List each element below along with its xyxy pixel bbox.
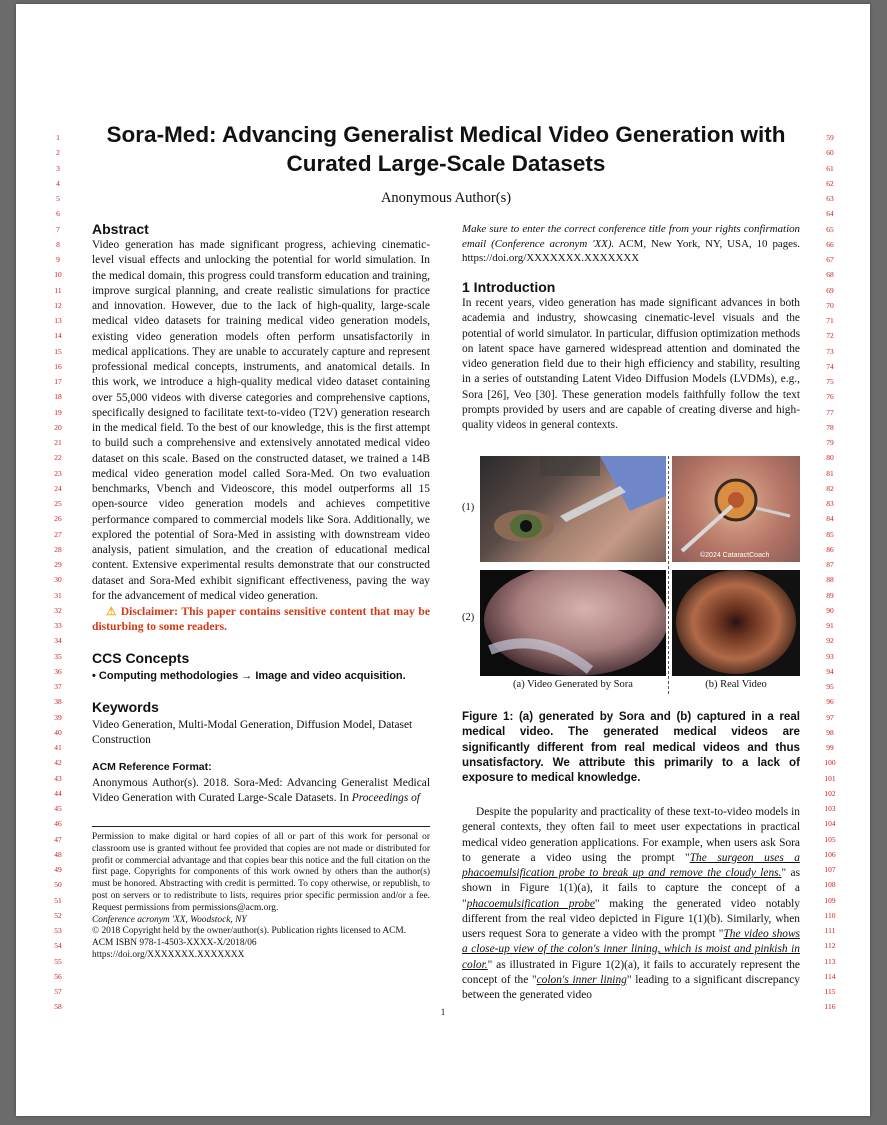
line-number: 19 bbox=[54, 407, 62, 417]
line-number: 14 bbox=[54, 331, 62, 341]
p2-c: " making the generated video notably different from the real video depicted in Figure 1(1)(b). Similarly, when users request Sora to generate a video with the prompt " bbox=[462, 897, 800, 940]
p2-b: " as shown in Figure 1(1)(a), it fails to capture the concept of a " bbox=[462, 867, 800, 910]
line-number: 54 bbox=[54, 941, 62, 951]
line-number: 84 bbox=[826, 514, 834, 524]
line-number: 49 bbox=[54, 865, 62, 874]
line-number: 36 bbox=[54, 666, 62, 676]
line-number: 43 bbox=[54, 773, 62, 783]
page-number: 1 bbox=[440, 1007, 446, 1017]
doi-line: https://doi.org/XXXXXXX.XXXXXXX bbox=[92, 949, 245, 960]
glove bbox=[600, 456, 666, 511]
line-numbers-left bbox=[44, 130, 72, 1015]
line-number: 22 bbox=[54, 453, 62, 463]
line-number: 75 bbox=[826, 377, 834, 386]
line-number: 86 bbox=[826, 544, 834, 554]
line-number: 66 bbox=[826, 239, 834, 249]
p2-a: Despite the popularity and practicality of these text-to-video models in general contexts, they often fail to meet user expectations in practical medical video generation applications. For example, when users ask Sora to generate a video using the prompt " bbox=[462, 806, 800, 864]
line-number: 4 bbox=[56, 178, 60, 188]
line-number: 20 bbox=[54, 422, 62, 432]
line-numbers-right bbox=[816, 130, 844, 1015]
sora-colon-svg bbox=[480, 570, 666, 676]
line-number: 112 bbox=[824, 941, 836, 951]
line-number: 60 bbox=[826, 148, 834, 158]
p2-e: " leading to a significant discrepancy between the generated video bbox=[462, 973, 801, 1001]
line-number: 74 bbox=[826, 361, 834, 371]
line-number: 40 bbox=[54, 727, 62, 737]
p2-quote-3: The video shows a close-up view of the colon's inner lining, which is moist and pinkish in color. bbox=[462, 928, 800, 971]
line-number: 16 bbox=[54, 361, 62, 371]
fig-divider bbox=[668, 456, 669, 694]
fig-row1-label: (1) bbox=[462, 502, 475, 513]
line-number: 73 bbox=[826, 346, 834, 356]
line-number: 6 bbox=[56, 209, 60, 219]
line-number: 26 bbox=[54, 514, 62, 524]
probe bbox=[560, 486, 626, 522]
ccs-body: • Computing methodologies → Image and video acquisition. bbox=[92, 669, 406, 682]
line-number: 63 bbox=[826, 194, 834, 203]
fig-real-eye-image bbox=[672, 456, 800, 562]
line-number: 115 bbox=[824, 987, 836, 996]
pupil bbox=[520, 520, 532, 532]
line-number: 92 bbox=[826, 636, 834, 646]
line-number: 61 bbox=[826, 163, 834, 173]
colon-lumen bbox=[676, 570, 796, 674]
paper-title bbox=[56, 120, 836, 178]
isbn-line: ACM ISBN 978-1-4503-XXXX-X/2018/06 bbox=[92, 938, 257, 949]
shadow bbox=[540, 456, 600, 476]
line-number: 8 bbox=[56, 239, 60, 249]
line-number: 87 bbox=[826, 560, 834, 569]
title-line-1: Sora-Med: Advancing Generalist Medical Video Generation with bbox=[106, 122, 786, 147]
line-number: 113 bbox=[824, 956, 836, 966]
line-number: 37 bbox=[54, 682, 62, 691]
line-number: 31 bbox=[54, 590, 62, 600]
intro-paragraph-2 bbox=[462, 805, 800, 1003]
line-number: 29 bbox=[54, 560, 62, 569]
line-number: 33 bbox=[54, 621, 62, 630]
warning-icon: ⚠ bbox=[106, 605, 118, 618]
conference-line: Conference acronym 'XX, Woodstock, NY bbox=[92, 914, 247, 925]
intro-heading: 1 Introduction bbox=[462, 279, 556, 295]
p2-quote-4: colon's inner lining bbox=[536, 973, 627, 986]
line-number: 97 bbox=[826, 712, 834, 722]
keywords-heading: Keywords bbox=[92, 698, 159, 715]
fig-real-colon-image bbox=[672, 570, 800, 676]
abstract-heading: Abstract bbox=[92, 221, 149, 237]
line-number: 70 bbox=[826, 300, 834, 310]
line-number: 81 bbox=[826, 468, 834, 478]
line-number: 96 bbox=[826, 697, 834, 707]
line-number: 42 bbox=[54, 758, 62, 768]
p2-quote-2: phacoemulsification probe bbox=[466, 897, 595, 910]
permission-block bbox=[92, 826, 430, 962]
line-number: 65 bbox=[826, 224, 834, 234]
disclaimer bbox=[92, 604, 430, 635]
line-number: 55 bbox=[54, 956, 62, 966]
line-number: 91 bbox=[826, 621, 834, 630]
line-number: 99 bbox=[826, 743, 834, 752]
line-number: 50 bbox=[54, 880, 62, 890]
line-number: 13 bbox=[54, 316, 62, 325]
line-number: 30 bbox=[54, 575, 62, 585]
acm-ref-cont-rest: ACM, New York, NY, USA, 10 pages. https://doi.org/XXXXXXX.XXXXXXX bbox=[462, 237, 800, 265]
line-number: 52 bbox=[54, 910, 62, 920]
line-number: 58 bbox=[54, 1002, 62, 1012]
line-number: 103 bbox=[824, 804, 836, 813]
line-number: 7 bbox=[56, 224, 60, 234]
line-number: 34 bbox=[54, 636, 62, 646]
line-number: 101 bbox=[824, 773, 836, 783]
line-number: 83 bbox=[826, 499, 834, 508]
line-number: 39 bbox=[54, 712, 62, 722]
disclaimer-text: Disclaimer: This paper contains sensitive content that may be disturbing to some readers. bbox=[92, 605, 430, 634]
line-number: 105 bbox=[824, 834, 836, 844]
figure-caption: Figure 1: (a) generated by Sora and (b) captured in a real medical video. The generated medical videos are significantly different from real medical videos and thus unsatisfactory. We attribute this primarily to a lack of exposure to medical knowledge. bbox=[462, 710, 800, 784]
line-number: 21 bbox=[54, 438, 62, 447]
line-number: 51 bbox=[54, 895, 62, 905]
line-number: 104 bbox=[824, 819, 836, 829]
line-number: 44 bbox=[54, 788, 62, 798]
intro-paragraph-1: In recent years, video generation has made significant advances in both academia and industry, showcasing cinematic-level visuals and the potential of world simulator. In particular, diffusion optimization methods on latent space have garnered widespread attention and dominated the video generation field due to their high efficiency and stability, resulting in a series of outstanding Latent Video Diffusion Models (LVDMs), e.g., Sora [26], Veo [30]. These generation models faithfully follow the text prompts provided by users and are capable of creating diverse and high-quality videos in general contexts. bbox=[462, 297, 800, 431]
line-number: 116 bbox=[824, 1002, 836, 1012]
line-number: 47 bbox=[54, 834, 62, 844]
line-number: 2 bbox=[56, 148, 60, 158]
author-line: Anonymous Author(s) bbox=[380, 190, 512, 206]
real-colon-svg bbox=[672, 570, 800, 676]
line-number: 67 bbox=[826, 255, 834, 264]
instrument-2 bbox=[756, 508, 790, 516]
line-number: 24 bbox=[54, 483, 62, 493]
line-number: 90 bbox=[826, 605, 834, 615]
sora-eye-svg bbox=[480, 456, 666, 562]
line-number: 76 bbox=[826, 392, 834, 402]
line-number: 23 bbox=[54, 468, 62, 478]
intro-section bbox=[462, 278, 800, 433]
p2-d: " as illustrated in Figure 1(2)(a), it fails to accurately represent the concept of the " bbox=[462, 958, 800, 986]
line-number: 110 bbox=[824, 910, 836, 920]
instrument-1 bbox=[682, 506, 732, 551]
line-number: 27 bbox=[54, 529, 62, 539]
fig-col-b-label: (b) Real Video bbox=[705, 679, 767, 690]
line-number: 3 bbox=[56, 163, 60, 173]
line-number: 45 bbox=[54, 804, 62, 813]
line-number: 102 bbox=[824, 788, 836, 798]
line-number: 5 bbox=[56, 194, 60, 203]
line-number: 28 bbox=[54, 544, 62, 554]
line-number: 9 bbox=[56, 255, 60, 264]
line-number: 57 bbox=[54, 987, 62, 996]
line-number: 35 bbox=[54, 651, 62, 661]
fig-row2-label: (2) bbox=[462, 612, 475, 623]
fig-sora-eye-image bbox=[480, 456, 666, 562]
acm-ref-italic: Proceedings of bbox=[351, 791, 420, 804]
line-number: 62 bbox=[826, 178, 834, 188]
line-number: 82 bbox=[826, 483, 834, 493]
acm-ref-body bbox=[92, 776, 430, 807]
line-number: 98 bbox=[826, 727, 834, 737]
line-number: 77 bbox=[826, 407, 834, 417]
line-number: 53 bbox=[54, 926, 62, 935]
line-number: 1 bbox=[56, 133, 60, 142]
line-number: 56 bbox=[54, 971, 62, 981]
line-number: 48 bbox=[54, 849, 62, 859]
right-column-top bbox=[462, 222, 800, 266]
acm-ref-text: Anonymous Author(s). 2018. Sora-Med: Advancing Generalist Medical Video Generation with Curated Large-Scale Datasets. In bbox=[92, 776, 430, 804]
line-number: 71 bbox=[826, 316, 834, 325]
line-number: 12 bbox=[54, 300, 62, 310]
fig-col-a-label: (a) Video Generated by Sora bbox=[513, 679, 633, 690]
line-number: 106 bbox=[824, 849, 836, 859]
intro-p2-text bbox=[462, 805, 800, 1003]
line-number: 64 bbox=[826, 209, 834, 219]
paper-page bbox=[16, 4, 870, 1116]
line-number: 59 bbox=[826, 133, 834, 142]
line-number: 10 bbox=[54, 270, 62, 280]
line-number: 68 bbox=[826, 270, 834, 280]
fig-sora-colon-image bbox=[480, 570, 666, 676]
line-number: 15 bbox=[54, 346, 62, 356]
line-number: 11 bbox=[54, 285, 62, 295]
line-number: 25 bbox=[54, 499, 62, 508]
line-number: 78 bbox=[826, 422, 834, 432]
line-number: 85 bbox=[826, 529, 834, 539]
line-number: 95 bbox=[826, 682, 834, 691]
permission-text: Permission to make digital or hard copies of all or part of this work for personal or classroom use is granted without fee provided that copies are not made or distributed for profit or commercial advantage and that copies bear this notice and the full citation on the first page. Copyrights for components of this work owned by others than the author(s) must be honored. Abstracting with credit is permitted. To copy otherwise, or republish, to post on servers or to redistribute to lists, requires prior specific permission and/or a fee. Request permissions from permissions@acm.org. bbox=[92, 832, 430, 913]
ccs-heading: CCS Concepts bbox=[92, 649, 190, 666]
line-number: 79 bbox=[826, 438, 834, 447]
line-number: 93 bbox=[826, 651, 834, 661]
figure-1 bbox=[462, 456, 800, 694]
line-number: 94 bbox=[826, 666, 834, 676]
line-number: 72 bbox=[826, 331, 834, 341]
fig-watermark: ©2024 CataractCoach bbox=[700, 552, 770, 559]
line-number: 108 bbox=[824, 880, 836, 890]
line-number: 107 bbox=[824, 865, 836, 874]
line-number: 46 bbox=[54, 819, 62, 829]
abstract-body: Video generation has made significant progress, achieving cinematic-level visual effects and unlocking the potential for world simulation. In the medical domain, this progress could transform education and training, improve surgical planning, and create realistic simulations for practice and innovation. However, due to the lack of high-quality, large-scale medical video datasets for training medical video generation models, existing video generation models often perform unsatisfactorily in medical applications. They are unable to accurately capture and represent professional medical concepts, instruments, and anatomical details. In this work, we introduce a high-quality medical video dataset containing over 55,000 videos with diverse categories and comprehensive captions, specifically designed to facilitate text-to-video (T2V) generation research in the medical field. To the best of our knowledge, this is the first attempt to build such a comprehensive and extensively annotated medical video dataset on this scale. Based on the constructed dataset, we trained a 14B medical video generation model called Sora-Med. On two evaluation benchmarks, Vbench and Videoscore, this model outperforms all 15 open-source video generation models and achieves competitive performance compared to commercial models like Sora. Additionally, we explored the potential of Sora-Med in assisting with downstream video analysis, patient simulation, and the creation of educational medical content. Extensive experimental results demonstrate that our constructed dataset and Sora-Med exhibit significant effectiveness, paving the way for the advancement of medical video generation. bbox=[92, 239, 430, 602]
line-number: 88 bbox=[826, 575, 834, 585]
line-number: 100 bbox=[824, 758, 836, 768]
line-number: 109 bbox=[824, 895, 836, 905]
line-number: 32 bbox=[54, 605, 62, 615]
keywords-body: Video Generation, Multi-Modal Generation, Diffusion Model, Dataset Construction bbox=[92, 718, 413, 746]
acm-ref-continued bbox=[462, 222, 800, 266]
real-eye-svg bbox=[672, 456, 800, 562]
left-column bbox=[92, 220, 430, 962]
line-number: 69 bbox=[826, 285, 834, 295]
line-number: 41 bbox=[54, 743, 62, 752]
line-number: 38 bbox=[54, 697, 62, 707]
acm-ref-heading: ACM Reference Format: bbox=[92, 761, 212, 774]
p2-quote-1: The surgeon uses a phacoemulsification probe to break up and remove the cloudy lens. bbox=[462, 851, 800, 879]
line-number: 17 bbox=[54, 377, 62, 386]
line-number: 111 bbox=[824, 926, 836, 935]
acm-ref-cont-italic: Make sure to enter the correct conference title from your rights confirmation email (Conference acronym 'XX). bbox=[462, 223, 800, 250]
copyright-line: © 2018 Copyright held by the owner/author(s). Publication rights licensed to ACM. bbox=[92, 926, 407, 937]
line-number: 114 bbox=[824, 971, 836, 981]
line-number: 89 bbox=[826, 590, 834, 600]
title-line-2: Curated Large-Scale Datasets bbox=[286, 151, 606, 176]
line-number: 18 bbox=[54, 392, 62, 402]
line-number: 80 bbox=[826, 453, 834, 463]
